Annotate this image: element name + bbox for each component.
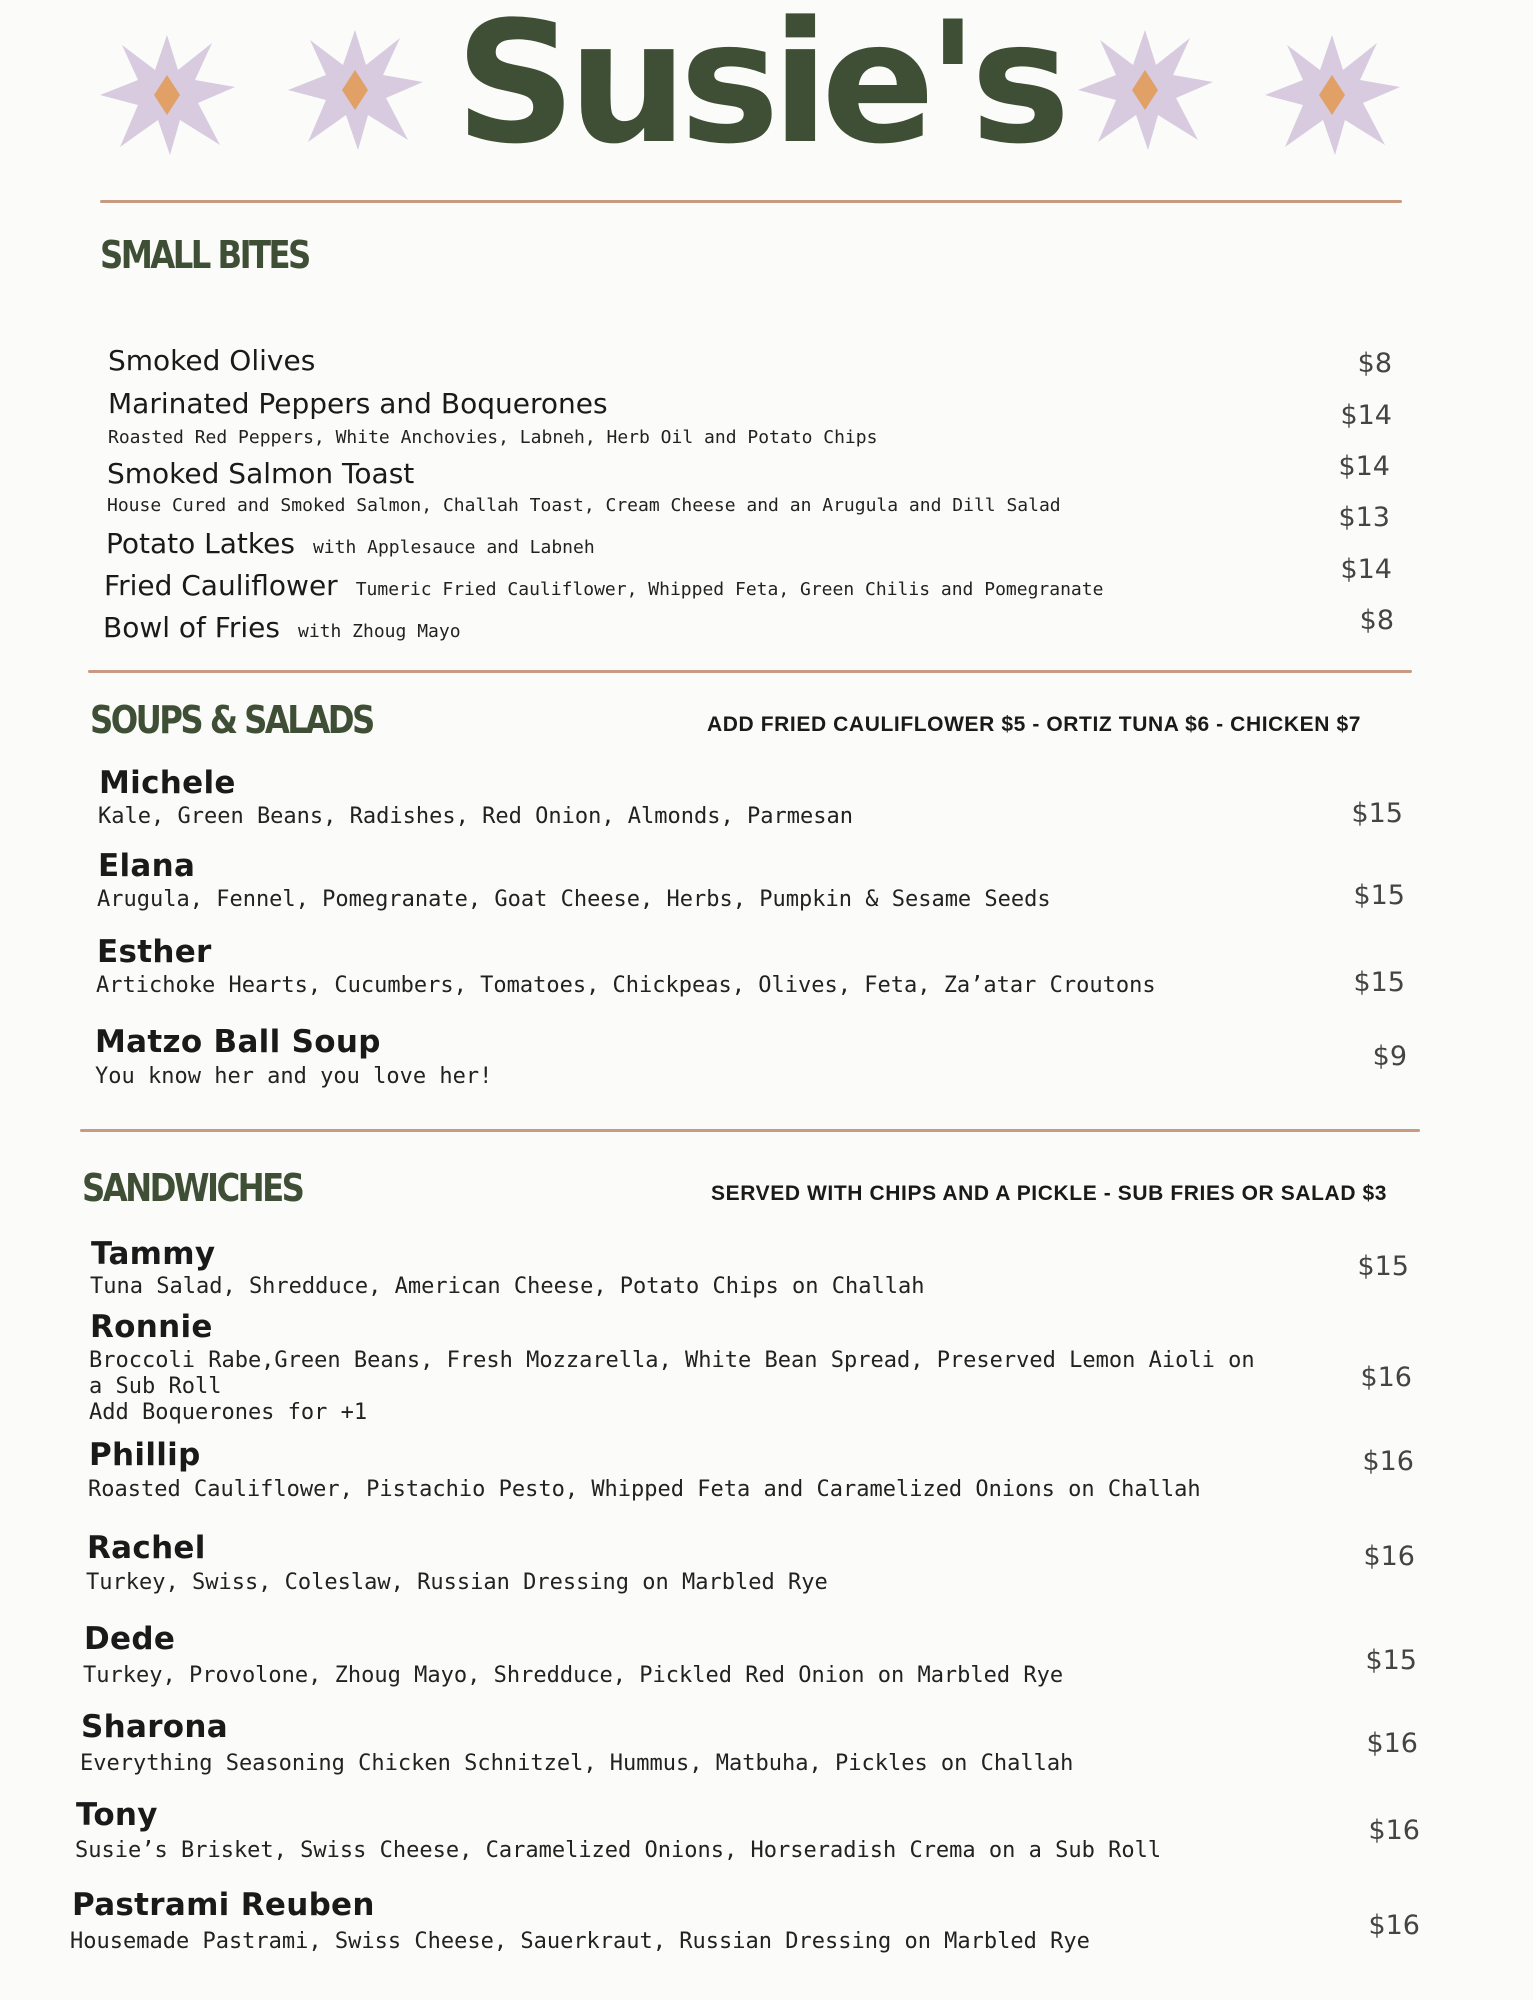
item-description: Turkey, Provolone, Zhoug Mayo, Shredduce, Pickled Red Onion on Marbled Rye [83, 1663, 1064, 1688]
item-description: You know her and you love her! [95, 1064, 493, 1089]
item-name: Tony [76, 1797, 158, 1833]
item-name: Esther [97, 934, 212, 970]
item-description: Arugula, Fennel, Pomegranate, Goat Cheese, Herbs, Pumpkin & Sesame Seeds [97, 887, 1051, 912]
item-price: $16 [1363, 1541, 1415, 1572]
item-name: Rachel [87, 1530, 206, 1566]
star-icon [100, 35, 235, 155]
section-title-small-bites: SMALL BITES [100, 233, 309, 277]
item-description: Susie’s Brisket, Swiss Cheese, Caramelized Onions, Horseradish Crema on a Sub Roll [75, 1838, 1162, 1863]
item-price: $14 [1340, 554, 1392, 585]
item-name: Ronnie [90, 1309, 213, 1345]
brand-logo: Susie's [455, 0, 1063, 181]
item-price: $8 [1359, 605, 1394, 636]
divider [80, 1129, 1420, 1132]
item-price: $15 [1351, 798, 1403, 829]
item-description: with Applesauce and Labneh [312, 537, 595, 558]
item-price: $14 [1338, 451, 1390, 482]
item-price: $16 [1368, 1910, 1420, 1941]
star-icon [288, 30, 423, 150]
item-description: Kale, Green Beans, Radishes, Red Onion, Almonds, Parmesan [98, 804, 853, 829]
item-name: Dede [84, 1621, 176, 1657]
item-name: Phillip [89, 1437, 201, 1473]
item-price: $15 [1353, 880, 1405, 911]
item-description: Artichoke Hearts, Cucumbers, Tomatoes, Chickpeas, Olives, Feta, Za’atar Croutons [96, 973, 1156, 998]
item-description: Roasted Cauliflower, Pistachio Pesto, Whipped Feta and Caramelized Onions on Challah [88, 1477, 1201, 1502]
item-price: $9 [1372, 1041, 1407, 1072]
item-name: Bowl of Fries [103, 611, 280, 644]
item-price: $16 [1360, 1362, 1412, 1393]
item-description: House Cured and Smoked Salmon, Challah Toast, Cream Cheese and an Arugula and Dill Salad [107, 495, 1061, 516]
item-price: $16 [1368, 1815, 1420, 1846]
item-price: $15 [1365, 1645, 1417, 1676]
item-row [104, 569, 1103, 602]
item-name: Smoked Olives [108, 344, 316, 377]
item-name: Michele [99, 765, 236, 801]
menu-header [0, 0, 1533, 190]
item-description: Housemade Pastrami, Swiss Cheese, Sauerkraut, Russian Dressing on Marbled Rye [70, 1929, 1090, 1954]
item-name: Pastrami Reuben [72, 1887, 375, 1923]
divider [100, 200, 1402, 203]
item-description-line: Broccoli Rabe,Green Beans, Fresh Mozzarella, White Bean Spread, Preserved Lemon Aioli on [89, 1348, 1255, 1373]
item-addon: Add Boquerones for +1 [89, 1400, 368, 1425]
item-price: $15 [1357, 1251, 1409, 1282]
section-note-sides: SERVED WITH CHIPS AND A PICKLE - SUB FRIES OR SALAD $3 [711, 1182, 1388, 1205]
item-price: $13 [1338, 502, 1390, 533]
item-description [89, 1348, 1255, 1426]
item-description: Tuna Salad, Shredduce, American Cheese, Potato Chips on Challah [90, 1274, 925, 1299]
item-row [106, 527, 595, 560]
item-name: Elana [98, 848, 196, 884]
item-price: $14 [1340, 400, 1392, 431]
item-name: Fried Cauliflower [104, 569, 338, 602]
section-title-soups-salads: SOUPS & SALADS [90, 698, 373, 742]
item-description: with Zhoug Mayo [297, 621, 461, 642]
item-name: Potato Latkes [106, 527, 295, 560]
item-price: $15 [1353, 967, 1405, 998]
star-icon [1265, 35, 1400, 155]
item-row [103, 611, 461, 644]
section-title-sandwiches: SANDWICHES [82, 1166, 303, 1210]
item-description: Tumeric Fried Cauliflower, Whipped Feta, Green Chilis and Pomegranate [355, 579, 1104, 600]
item-name: Marinated Peppers and Boquerones [108, 387, 608, 420]
item-description: Turkey, Swiss, Coleslaw, Russian Dressing on Marbled Rye [86, 1570, 828, 1595]
item-name: Tammy [91, 1236, 216, 1272]
item-description-line: a Sub Roll [89, 1374, 222, 1399]
item-name: Smoked Salmon Toast [107, 457, 415, 490]
item-description: Roasted Red Peppers, White Anchovies, Labneh, Herb Oil and Potato Chips [108, 427, 878, 448]
item-description: Everything Seasoning Chicken Schnitzel, Hummus, Matbuha, Pickles on Challah [80, 1751, 1074, 1776]
item-name: Matzo Ball Soup [95, 1024, 381, 1060]
divider [88, 670, 1412, 673]
section-note-addons: ADD FRIED CAULIFLOWER $5 - ORTIZ TUNA $6 - CHICKEN $7 [707, 713, 1362, 736]
item-price: $16 [1366, 1728, 1418, 1759]
star-icon [1078, 30, 1213, 150]
item-price: $8 [1357, 348, 1392, 379]
item-price: $16 [1362, 1446, 1414, 1477]
item-name: Sharona [81, 1709, 228, 1745]
